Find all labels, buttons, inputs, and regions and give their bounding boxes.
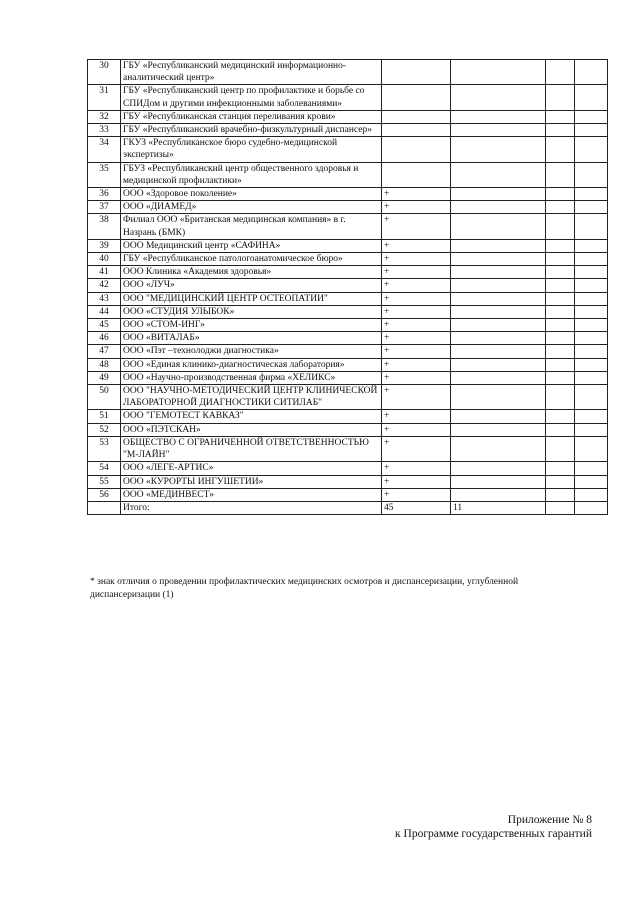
mark-cell-2 [451,162,546,187]
mark-cell-2 [451,358,546,371]
total-empty-cell [575,501,608,514]
row-number: 34 [88,137,121,162]
empty-cell [546,410,575,423]
mark-cell-1: + [382,410,451,423]
table-row [88,124,608,137]
empty-cell [546,371,575,384]
organization-name: ГБУ «Республиканский врачебно-физкультурный диспансер» [121,124,382,137]
empty-cell [546,358,575,371]
mark-cell-1: + [382,305,451,318]
organization-name: ГКУЗ «Республиканское бюро судебно-медицинской экспертизы» [121,137,382,162]
empty-cell [546,332,575,345]
mark-cell-1: + [382,332,451,345]
table-row [88,436,608,461]
empty-cell [575,85,608,110]
empty-cell [575,214,608,239]
organization-name: ООО «КУРОРТЫ ИНГУШЕТИИ» [121,475,382,488]
mark-cell-1: + [382,253,451,266]
mark-cell-2 [451,410,546,423]
mark-cell-2 [451,488,546,501]
empty-cell [575,423,608,436]
empty-cell [575,305,608,318]
table-row [88,214,608,239]
empty-cell [546,305,575,318]
table-row [88,319,608,332]
mark-cell-1 [382,85,451,110]
row-number: 42 [88,279,121,292]
total-label: Итого: [121,501,382,514]
row-number: 31 [88,85,121,110]
empty-cell [575,475,608,488]
empty-cell [546,475,575,488]
mark-cell-1 [382,124,451,137]
mark-cell-1 [382,137,451,162]
row-number: 51 [88,410,121,423]
table-row [88,85,608,110]
appendix-subtitle: к Программе государственных гарантий [395,828,592,840]
mark-cell-2 [451,462,546,475]
empty-cell [546,253,575,266]
mark-cell-1: + [382,345,451,358]
organization-name: Филиал ООО «Британская медицинская компания» в г. Назрань (БМК) [121,214,382,239]
mark-cell-2 [451,124,546,137]
table-row [88,162,608,187]
row-number: 40 [88,253,121,266]
row-number: 32 [88,110,121,123]
empty-cell [575,292,608,305]
table-row [88,358,608,371]
table-row [88,462,608,475]
organization-name: ООО «СТОМ-ИНГ» [121,319,382,332]
row-number: 56 [88,488,121,501]
empty-cell [575,345,608,358]
mark-cell-1 [382,110,451,123]
mark-cell-2 [451,137,546,162]
organization-name: ГБУ «Республиканская станция переливания крови» [121,110,382,123]
empty-cell [546,214,575,239]
empty-cell [546,385,575,410]
row-number: 50 [88,385,121,410]
mark-cell-1: + [382,371,451,384]
total-mark2: 11 [451,501,546,514]
empty-cell [575,253,608,266]
table-row [88,345,608,358]
table-row [88,60,608,85]
table-row [88,423,608,436]
empty-cell [546,292,575,305]
mark-cell-2 [451,188,546,201]
mark-cell-2 [451,214,546,239]
organization-name: ГБУ «Республиканский центр по профилактике и борьбе со СПИДом и другими инфекционными заболеваниями» [121,85,382,110]
empty-cell [546,319,575,332]
table-row [88,201,608,214]
organization-name: ООО «ЛУЧ» [121,279,382,292]
total-empty-cell [546,501,575,514]
empty-cell [575,332,608,345]
empty-cell [575,110,608,123]
table-row [88,279,608,292]
mark-cell-2 [451,385,546,410]
table-row [88,385,608,410]
table-row [88,488,608,501]
row-number: 55 [88,475,121,488]
organization-name: ООО Медицинский центр «САФИНА» [121,239,382,252]
mark-cell-1: + [382,358,451,371]
table-row [88,292,608,305]
mark-cell-2 [451,253,546,266]
table-row [88,410,608,423]
mark-cell-2 [451,475,546,488]
empty-cell [575,162,608,187]
mark-cell-1: + [382,385,451,410]
mark-cell-1: + [382,488,451,501]
mark-cell-2 [451,305,546,318]
empty-cell [546,279,575,292]
row-number: 52 [88,423,121,436]
empty-cell [575,319,608,332]
empty-cell [575,266,608,279]
empty-cell [575,188,608,201]
table-row [88,266,608,279]
row-number: 44 [88,305,121,318]
table-row [88,332,608,345]
row-number: 47 [88,345,121,358]
empty-cell [546,137,575,162]
table-body [88,60,608,515]
empty-cell [575,239,608,252]
table-row [88,475,608,488]
mark-cell-2 [451,201,546,214]
mark-cell-1: + [382,436,451,461]
table-row [88,371,608,384]
empty-cell [546,124,575,137]
mark-cell-2 [451,266,546,279]
empty-cell [546,423,575,436]
row-number: 30 [88,60,121,85]
organization-name: ООО «Пэт –технолоджи диагностика» [121,345,382,358]
mark-cell-1: + [382,201,451,214]
table-row [88,253,608,266]
mark-cell-1: + [382,279,451,292]
table-row [88,239,608,252]
organization-name: ГБУ «Республиканское патологоанатомическое бюро» [121,253,382,266]
empty-cell [546,488,575,501]
mark-cell-1: + [382,188,451,201]
mark-cell-2 [451,436,546,461]
empty-cell [575,410,608,423]
empty-cell [575,385,608,410]
table-row [88,110,608,123]
row-number: 39 [88,239,121,252]
organization-name: ООО «ВИТАЛАБ» [121,332,382,345]
mark-cell-2 [451,239,546,252]
row-number: 36 [88,188,121,201]
organization-name: ООО «Единая клинико-диагностическая лаборатория» [121,358,382,371]
row-number: 53 [88,436,121,461]
mark-cell-2 [451,319,546,332]
empty-cell [546,85,575,110]
appendix-heading [395,813,592,841]
organization-name: ООО «ЛЕГЕ-АРТИС» [121,462,382,475]
row-number: 43 [88,292,121,305]
mark-cell-1: + [382,423,451,436]
mark-cell-1: + [382,292,451,305]
mark-cell-1: + [382,462,451,475]
table-row [88,137,608,162]
table-row [88,305,608,318]
row-number: 54 [88,462,121,475]
mark-cell-1: + [382,475,451,488]
mark-cell-2 [451,345,546,358]
empty-cell [546,110,575,123]
organization-name: ООО "МЕДИЦИНСКИЙ ЦЕНТР ОСТЕОПАТИИ" [121,292,382,305]
organization-name: ООО "НАУЧНО-МЕТОДИЧЕСКИЙ ЦЕНТР КЛИНИЧЕСКОЙ ЛАБОРАТОРНОЙ ДИАГНОСТИКИ СИТИЛАБ" [121,385,382,410]
mark-cell-2 [451,60,546,85]
empty-cell [546,60,575,85]
appendix-title: Приложение № 8 [507,814,592,826]
empty-cell [575,124,608,137]
empty-cell [546,188,575,201]
organization-name: ООО «Научно-производственная фирма «ХЕЛИКС» [121,371,382,384]
organization-name: ООО «Здоровое поколение» [121,188,382,201]
organization-name: ООО «МЕДИНВЕСТ» [121,488,382,501]
organizations-table [87,59,608,515]
total-row [88,501,608,514]
empty-cell [546,462,575,475]
mark-cell-1: + [382,319,451,332]
empty-cell [546,239,575,252]
row-number: 45 [88,319,121,332]
mark-cell-1: + [382,266,451,279]
row-number: 37 [88,201,121,214]
organization-name: ООО «СТУДИЯ УЛЫБОК» [121,305,382,318]
mark-cell-2 [451,279,546,292]
mark-cell-2 [451,423,546,436]
mark-cell-2 [451,371,546,384]
total-num-cell [88,501,121,514]
organization-name: ОБЩЕСТВО С ОГРАНИЧЕННОЙ ОТВЕТСТВЕННОСТЬЮ "М-ЛАЙН" [121,436,382,461]
mark-cell-1 [382,60,451,85]
row-number: 33 [88,124,121,137]
row-number: 35 [88,162,121,187]
mark-cell-2 [451,332,546,345]
mark-cell-1: + [382,214,451,239]
mark-cell-1: + [382,239,451,252]
organization-name: ООО Клиника «Академия здоровья» [121,266,382,279]
row-number: 38 [88,214,121,239]
row-number: 41 [88,266,121,279]
empty-cell [575,358,608,371]
empty-cell [546,345,575,358]
empty-cell [575,371,608,384]
organization-name: ГБУЗ «Республиканский центр общественного здоровья и медицинской профилактики» [121,162,382,187]
empty-cell [575,60,608,85]
empty-cell [546,266,575,279]
empty-cell [546,436,575,461]
footnote: * знак отличия о проведении профилактических медицинских осмотров и диспансеризации, углубленной диспансеризации (1) [90,577,519,600]
row-number: 46 [88,332,121,345]
total-mark1: 45 [382,501,451,514]
mark-cell-2 [451,85,546,110]
mark-cell-1 [382,162,451,187]
table-row [88,188,608,201]
empty-cell [575,137,608,162]
empty-cell [575,279,608,292]
empty-cell [575,462,608,475]
empty-cell [575,488,608,501]
organization-name: ГБУ «Республиканский медицинский информационно-аналитический центр» [121,60,382,85]
empty-cell [575,436,608,461]
row-number: 49 [88,371,121,384]
row-number: 48 [88,358,121,371]
organization-name: ООО «ПЭТСКАН» [121,423,382,436]
empty-cell [575,201,608,214]
empty-cell [546,201,575,214]
organization-name: ООО "ГЕМОТЕСТ КАВКАЗ" [121,410,382,423]
mark-cell-2 [451,110,546,123]
empty-cell [546,162,575,187]
organization-name: ООО «ДИАМЕД» [121,201,382,214]
mark-cell-2 [451,292,546,305]
